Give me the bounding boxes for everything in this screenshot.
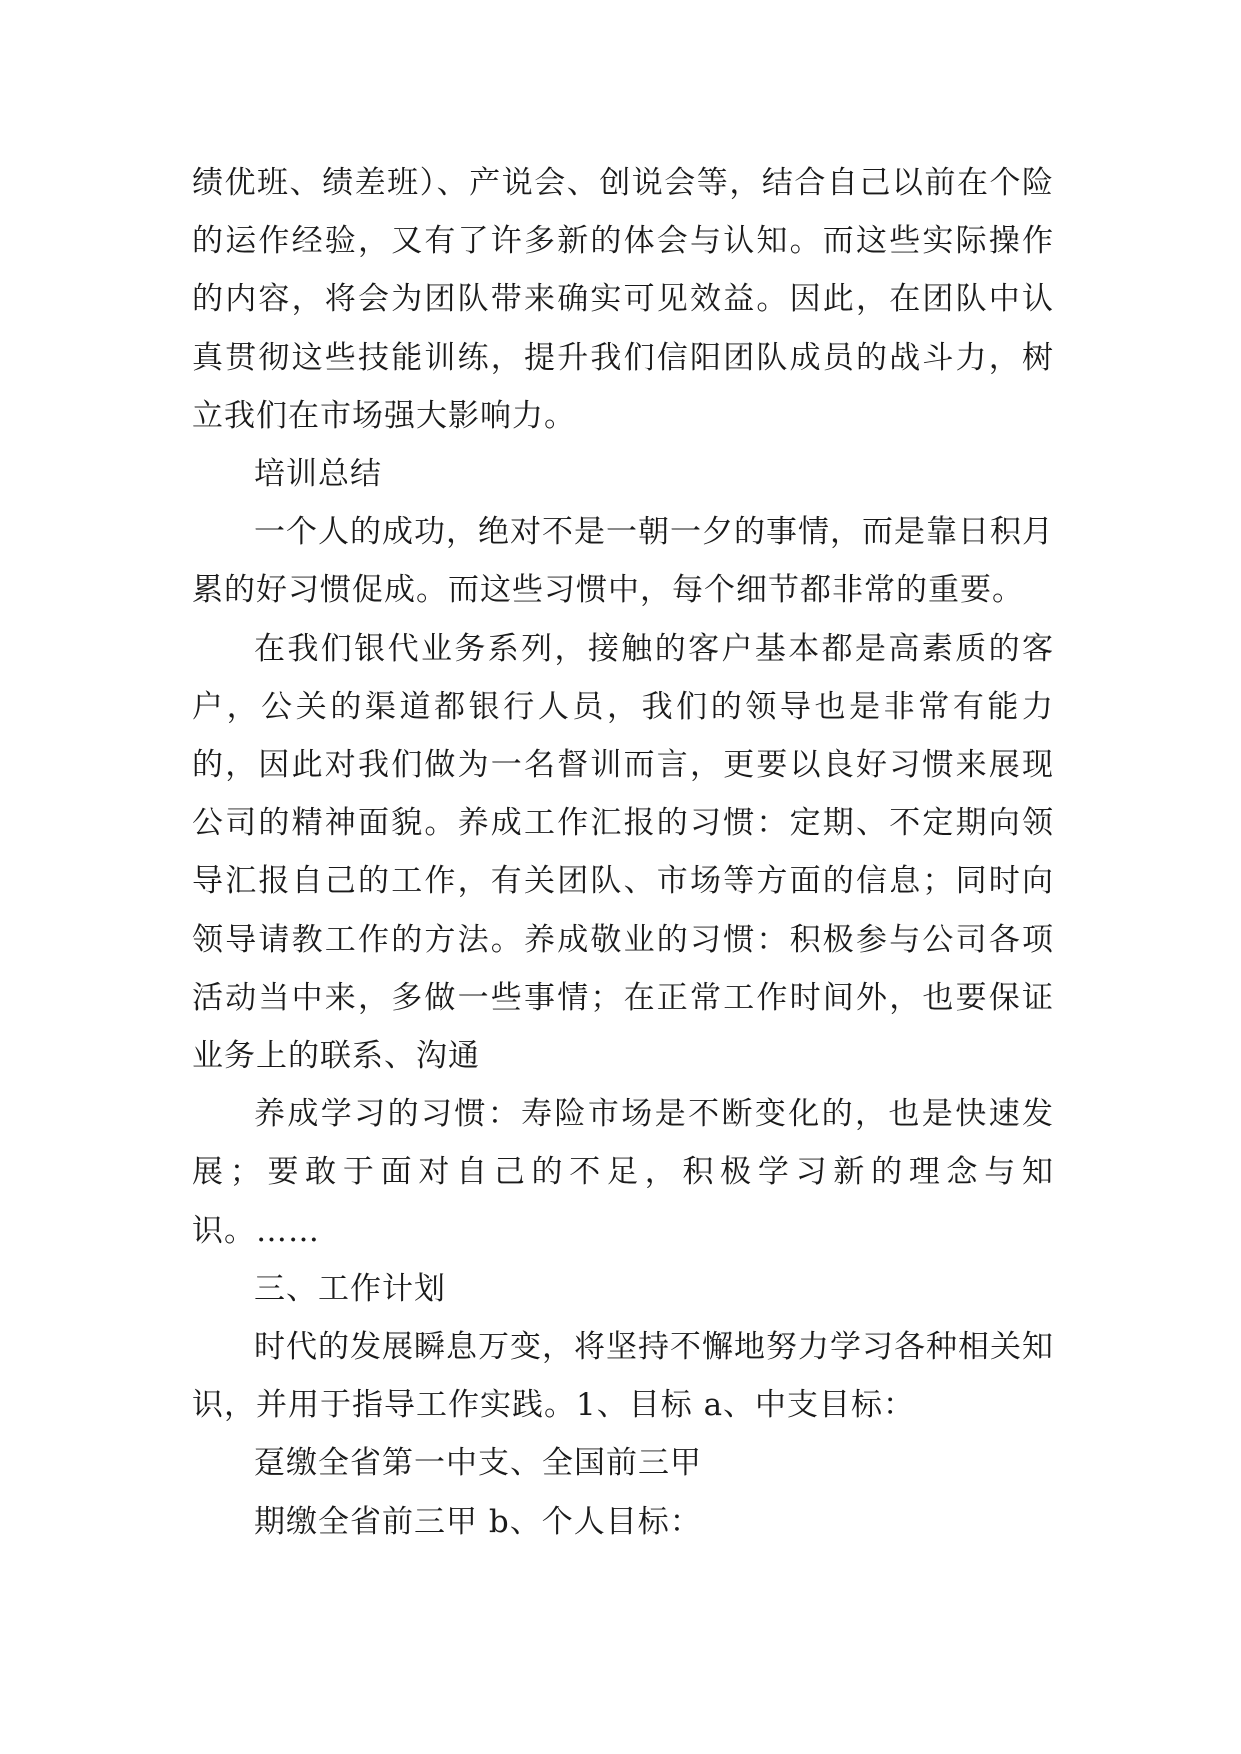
section-heading-work-plan: 三、工作计划	[254, 1270, 446, 1307]
paragraph-2: 一个人的成功，绝对不是一朝一夕的事情，而是靠日积月累的好习惯促成。而这些习惯中，每个细节都非常的重要。	[192, 514, 1054, 609]
paragraph-7: 期缴全省前三甲 b、个人目标：	[254, 1503, 702, 1540]
paragraph-1: 绩优班、绩差班）、产说会、创说会等，结合自己以前在个险的运作经验，又有了许多新的体会与认知。而这些实际操作的内容，将会为团队带来确实可见效益。因此，在团队中认真贯彻这些技能训练，提升我们信阳团队成员的战斗力，树立我们在市场强大影响力。	[192, 165, 1054, 434]
paragraph-4: 养成学习的习惯：寿险市场是不断变化的，也是快速发展；要敢于面对自己的不足，积极学习新的理念与知识。……	[192, 1096, 1054, 1249]
section-heading-training-summary: 培训总结	[254, 456, 382, 493]
paragraph-5: 时代的发展瞬息万变，将坚持不懈地努力学习各种相关知识，并用于指导工作实践。1、目标 a、中支目标：	[192, 1329, 1054, 1424]
document-body	[192, 154, 1054, 1551]
paragraph-3: 在我们银代业务系列，接触的客户基本都是高素质的客户，公关的渠道都银行人员，我们的领导也是非常有能力的，因此对我们做为一名督训而言，更要以良好习惯来展现公司的精神面貌。养成工作汇报的习惯：定期、不定期向领导汇报自己的工作，有关团队、市场等方面的信息；同时向领导请教工作的方法。养成敬业的习惯：积极参与公司各项活动当中来，多做一些事情；在正常工作时间外，也要保证业务上的联系、沟通	[192, 630, 1054, 1075]
paragraph-6: 趸缴全省第一中支、全国前三甲	[254, 1445, 702, 1482]
